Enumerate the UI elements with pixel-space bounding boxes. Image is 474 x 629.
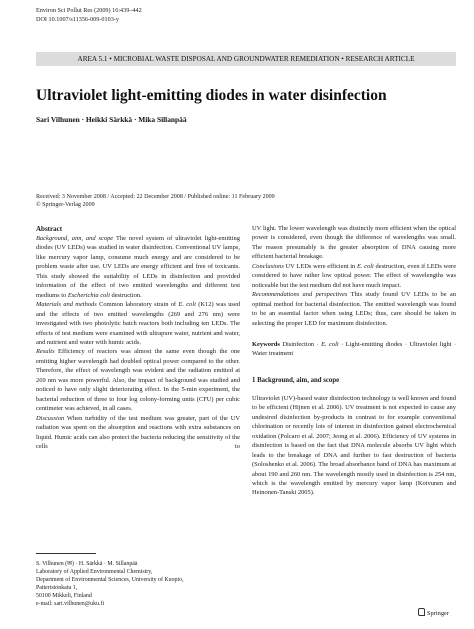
keywords-label: Keywords [252, 340, 280, 348]
affiliation-city: 50100 Mikkeli, Finland [36, 593, 92, 600]
abstract-results [36, 347, 240, 413]
section-text-5: ). The broad absorbance band of DNA has maximum at about 190 and 260 nm. The wavelength mostly used in disinfection is 254 nm, which is the wavelength emitted by mercury vapor lamp ( [252, 461, 456, 487]
results-text: Efficiency of reactors was almost the same even though the one emitting higher wavelength had doubled optical power compared to the other. Therefore, the effect of wavelength was evident and the radiation emitted at 269 nm was more powerful. Also, the impact of background was studied and noticed to have only slight deteriorating effect. In the 5-min experiment, the bacterial reduction of three to four log colony-forming units (CFU) per cubic centimeter was achieved, in all cases. [36, 348, 241, 413]
springer-horse-icon [418, 608, 425, 616]
affiliation-street: Patteristonkatu 1, [36, 585, 78, 592]
keywords-organism: E. coli [321, 340, 339, 348]
keywords [252, 340, 456, 359]
publisher-mark [418, 608, 449, 617]
abstract-conclusions [252, 262, 456, 290]
affiliation-lab: Laboratory of Applied Environmental Chemistry, [36, 569, 153, 576]
section-text-6: ). [310, 489, 315, 497]
background-text: The novel system of ultraviolet light-emitting diodes (UV LEDs) was studied in water disinfection. Conventional UV lamps, like mercury vapor lamp, consume much energy and are considered to be problem waste after use. UV LEDs are energy efficient and free of toxicants. This study showed the suitability of LEDs in disinfection and provided information of the effect of two emitted wavelengths and different test mediums to [36, 235, 240, 299]
discussion-label: Discussion [36, 414, 65, 422]
citation-link-koivunen[interactable]: Koivunen and Heinonen-Tanski 2005 [252, 479, 456, 497]
section-paragraph [252, 394, 456, 498]
citation-link-soloshenko[interactable]: Soloshenko et al. 2006 [254, 461, 313, 469]
keywords-text-2: · Light-emitting diodes · Ultraviolet light · Water treatment [252, 340, 457, 358]
author-affiliation [36, 560, 184, 609]
section-banner: AREA 5.1 • MICROBIAL WASTE DISPOSAL AND GROUNDWATER REMEDIATION • RESEARCH ARTICLE [36, 52, 456, 66]
publication-dates [36, 193, 275, 210]
right-column [252, 224, 456, 498]
received-accepted-line: Received: 3 November 2008 / Accepted: 22 December 2008 / Published online: 11 February 2009 [36, 194, 275, 200]
citation-link-jeong[interactable]: 2006 [363, 432, 377, 440]
article-title: Ultraviolet light-emitting diodes in water disinfection [36, 87, 387, 104]
abstract-heading: Abstract [36, 225, 63, 233]
background-end: destruction. [111, 291, 142, 299]
results-label: Results [36, 348, 55, 356]
abstract-discussion-continued: UV light. The lower wavelength was distinctly more efficient when the optical power is considered, even though the difference of wavelengths was small. The reason presumably is the greater absorption of DNA causing more efficient bacterial breakage. [252, 225, 456, 261]
methods-text-2: (K12) was used and the effects of two emitted wavelengths (269 and 276 nm) were investigated with two photolytic batch reactors both including ten LEDs. The effects of test medium were examined with ultrapure water, nutrient and water, and nutrient and water with humic acids. [36, 301, 241, 346]
section-text-3: ; Jeong et al. [329, 432, 364, 440]
copyright-line: © Springer-Verlag 2009 [36, 202, 95, 209]
section-text-4: ). Efficiency of UV systems in disinfection is based on the fact that DNA molecule absorbs UV light which leads to the breakage of DNA and further to fast destruction of bacteria ( [252, 432, 456, 469]
citation-link-hijnen[interactable]: Hijnen et al. 2006 [292, 404, 340, 412]
conclusions-organism: E. coli [356, 262, 374, 270]
section-text-2: ). UV treatment is not expected to cause any undesired disinfection by-products in contrast to for example conventional chlorination or recently lots of interest in disinfection gained electrochemical oxidation (Polcaro et al. [252, 404, 456, 440]
abstract-methods [36, 300, 240, 347]
abstract-background [36, 234, 240, 300]
journal-citation: Environ Sci Pollut Res (2009) 16:439–442 [36, 7, 142, 14]
publisher-name: Springer [427, 610, 450, 617]
section-text-1: Ultraviolet (UV)-based water disinfection technology is well known and found to be efficient ( [252, 394, 456, 412]
methods-organism: E. coli [178, 301, 196, 309]
background-organism: Escherichia coli [67, 291, 110, 299]
conclusions-label: Conclusions [252, 262, 284, 270]
affiliation-department: Department of Environmental Sciences, University of Kuopio, [36, 577, 184, 584]
doi: DOI 10.1007/s11356-009-0103-y [36, 15, 119, 23]
abstract-recommendations [252, 290, 456, 328]
left-column [36, 224, 240, 451]
abstract-discussion [36, 414, 240, 452]
journal-header [36, 7, 142, 24]
recommendations-label: Recommendations and perspectives [252, 291, 348, 299]
author-list: Sari Vilhunen · Heikki Särkkä · Mika Sillanpää [36, 115, 187, 124]
affiliation-email[interactable]: e-mail: sari.vilhunen@uku.fi [36, 601, 105, 608]
section-heading: 1 Background, aim, and scope [252, 376, 340, 384]
footnote-divider [36, 553, 96, 554]
methods-label: Materials and methods [36, 301, 97, 309]
affiliation-names: S. Vilhunen (✉) · H. Särkkä · M. Sillanpää [36, 561, 138, 567]
discussion-text: When turbidity of the test medium was greater, part of the UV radiation was spent on the absorption and reactions with extra substances on liquid. Humic acids can also protect the bacteria reducing the sensitivity of the cells to [36, 414, 240, 450]
recommendations-text: This study found UV LEDs to be an optimal method for bacterial disinfection. The emitted wavelength was found to be an essential factor when using LEDs; thus, care should be taken in selecting the proper LED for maximum disinfection. [252, 291, 456, 327]
background-label: Background, aim, and scope [36, 235, 114, 242]
citation-link-polcaro[interactable]: 2007 [316, 432, 330, 440]
keywords-text-1: Disinfection · [282, 340, 319, 348]
conclusions-text-2: destruction, even if LEDs were considered to have rather low optical power. The effect of wavelengths was noticeable but the test medium did not have much impact. [252, 262, 457, 289]
methods-text-1: Common laboratory strain of [99, 301, 177, 309]
conclusions-text-1: UV LEDs were efficient in [285, 262, 356, 270]
